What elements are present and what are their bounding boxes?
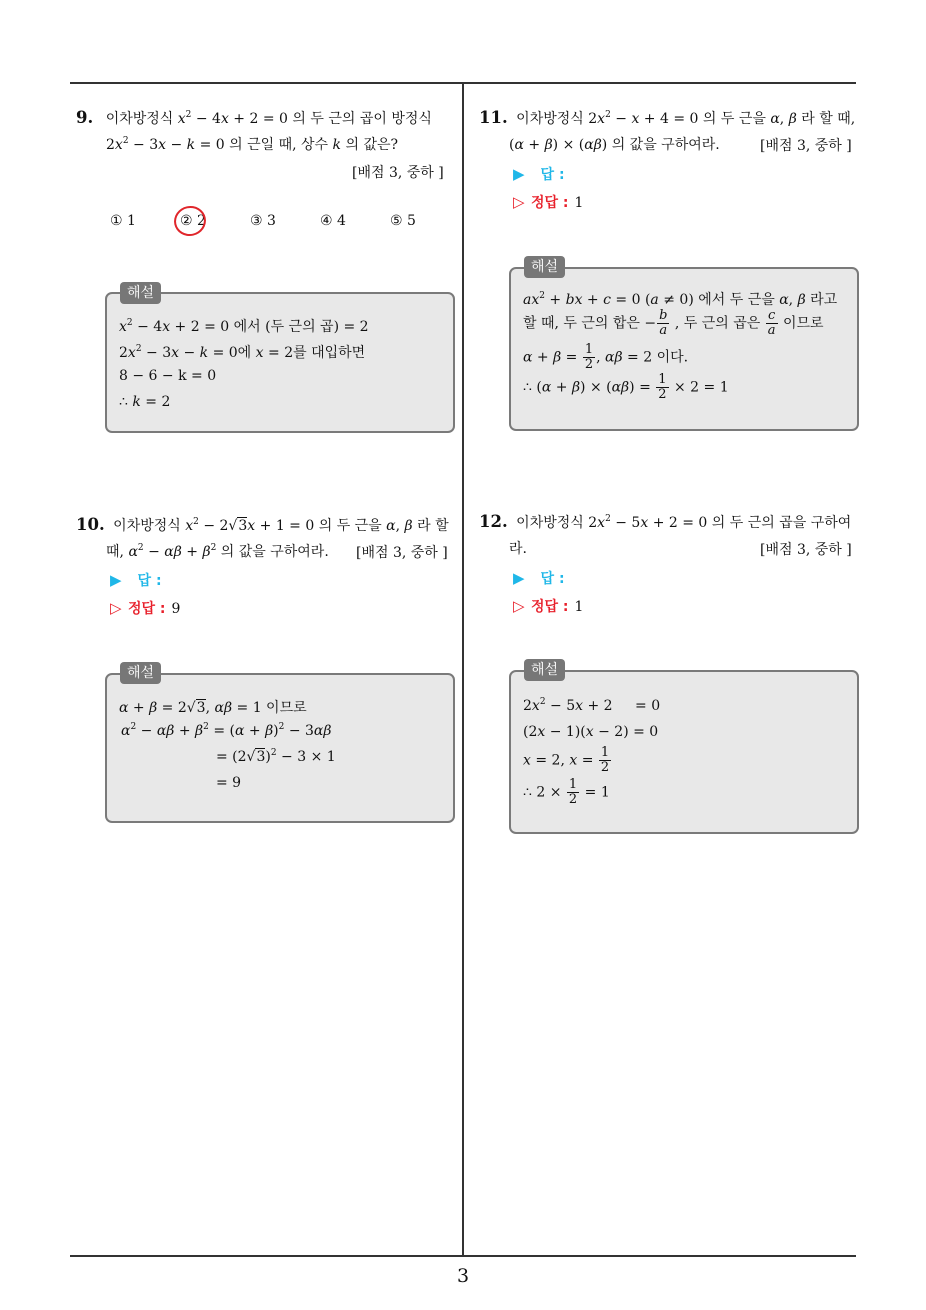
answer-circle-mark (171, 203, 209, 239)
q10-correct-label: 정답 : (128, 601, 166, 617)
q11-answer-label: 답 : (540, 167, 565, 183)
q11-meta: [배점 3, 중하 ] (760, 138, 852, 154)
q10-number: 10. (76, 515, 105, 534)
q11-text-line2: (α + β) × (αβ) 의 값을 구하여라. (509, 137, 720, 153)
q10-explanation-box (105, 673, 455, 823)
q10-meta: [배점 3, 중하 ] (356, 545, 448, 561)
q9-exp-line1: $x^2 - 4x + 2 = 0$ 에서 (두 근의 곱) = 2 (119, 318, 369, 335)
q11-exp-line4: ∴ (α + β) × (αβ) = $\frac{1}{2}$ × 2 = 1 (523, 372, 729, 402)
q11-number: 11. (479, 108, 508, 127)
answer-arrow-icon: ▶ (513, 165, 525, 183)
q11-correct-value: 1 (574, 195, 584, 211)
q11-exp-line3: α + β = $\frac{1}{2}$ , αβ = 2 이다. (523, 342, 689, 372)
q9-explanation-tag: 해설 (120, 282, 161, 304)
q9-choice-2[interactable]: ② 2 (180, 213, 206, 229)
q12-line1 (479, 512, 851, 533)
q12-answer-line (513, 568, 565, 588)
q11-exp-line2: 할 때, 두 근의 합은 − $\frac{b}{a}$ , 두 근의 곱은 $\frac{c}{a}$ 이므로 (523, 308, 824, 338)
q9-choice-4[interactable]: ④ 4 (320, 213, 346, 229)
q12-meta: [배점 3, 중하 ] (760, 542, 852, 558)
q12-correct-line (513, 596, 583, 616)
q12-correct-value: 1 (574, 599, 584, 615)
q11-correct-line (513, 192, 583, 212)
q12-text-line2: 라. (509, 541, 527, 557)
q9-exp-line4: ∴ k = 2 (119, 394, 171, 410)
q12-exp-line4: ∴ 2 × $\frac{1}{2}$ = 1 (523, 777, 610, 807)
q10-text-line1: 이차방정식 $x^2 - 2√3x + 1 = 0$ 의 두 근을 α, β 라 할 (113, 517, 449, 534)
q12-exp-line3: x = 2, x = $\frac{1}{2}$ (523, 745, 610, 775)
q9-explanation-box (105, 292, 455, 433)
q12-number: 12. (479, 512, 508, 531)
page-number: 3 (456, 1265, 470, 1287)
q12-answer-label: 답 : (540, 571, 565, 587)
q9-text-line1: 이차방정식 $x^2 - 4x + 2 = 0$ 의 두 근의 곱이 방정식 (105, 110, 432, 127)
bottom-rule (70, 1255, 856, 1257)
q9-exp-line2: $2x^2 - 3x - k = 0$에 x = 2를 대입하면 (119, 344, 366, 361)
q9-meta: [배점 3, 중하 ] (352, 165, 444, 181)
q10-answer-label: 답 : (137, 573, 162, 589)
q10-answer-line (110, 570, 162, 590)
q12-correct-label: 정답 : (531, 599, 569, 615)
q9-choice-3[interactable]: ③ 3 (250, 213, 276, 229)
q9-number: 9. (76, 108, 94, 127)
q11-text-line1: 이차방정식 $2x^2 - x + 4 = 0$ 의 두 근을 α, β 라 할 때, (516, 110, 856, 127)
q11-answer-line (513, 164, 565, 184)
q9-choice-5[interactable]: ⑤ 5 (390, 213, 416, 229)
correct-arrow-icon: ▷ (513, 597, 525, 615)
q12-text-line1: 이차방정식 $2x^2 - 5x + 2 = 0$ 의 두 근의 곱을 구하여 (516, 514, 852, 531)
q12-explanation-tag: 해설 (524, 659, 565, 681)
q9-exp-line3: 8 − 6 − k = 0 (119, 368, 217, 384)
q10-exp-line2: $\alpha^2 - \alpha\beta + \beta^2 = (\alpha + \beta)^2 - 3\alpha\beta$ (121, 722, 332, 739)
q12-exp-line1: $2x^2 - 5x + 2 = 0$ (523, 697, 661, 714)
q10-exp-line4: = 9 (216, 775, 242, 791)
q10-exp-line3: = $(2√3)^2 - 3 \times 1$ (216, 748, 336, 765)
q10-exp-line1: α + β = 2√3, αβ = 1 이므로 (119, 700, 307, 716)
q12-exp-line2: (2x − 1)(x − 2) = 0 (523, 724, 659, 740)
q9-line1 (76, 108, 432, 129)
q11-line1 (479, 108, 855, 129)
q10-text-line2: 때, $\alpha^2 - \alpha\beta + \beta^2$ 의 값을 구하여라. (106, 543, 329, 560)
q11-exp-line1: $ax^2$ + bx + c = 0 (a ≠ 0) 에서 두 근을 α, β 라고 (523, 291, 838, 308)
q11-correct-label: 정답 : (531, 195, 569, 211)
answer-arrow-icon: ▶ (513, 569, 525, 587)
q10-correct-line (110, 598, 180, 618)
q9-choice-1[interactable]: ① 1 (110, 213, 136, 229)
q10-line1 (76, 515, 449, 536)
q11-explanation-tag: 해설 (524, 256, 565, 278)
q10-explanation-tag: 해설 (120, 662, 161, 684)
q10-correct-value: 9 (171, 601, 181, 617)
q9-text-line2: $2x^2 - 3x - k = 0$ 의 근일 때, 상수 k 의 값은? (106, 136, 398, 153)
column-divider (462, 82, 464, 1257)
answer-arrow-icon: ▶ (110, 571, 122, 589)
correct-arrow-icon: ▷ (513, 193, 525, 211)
correct-arrow-icon: ▷ (110, 599, 122, 617)
